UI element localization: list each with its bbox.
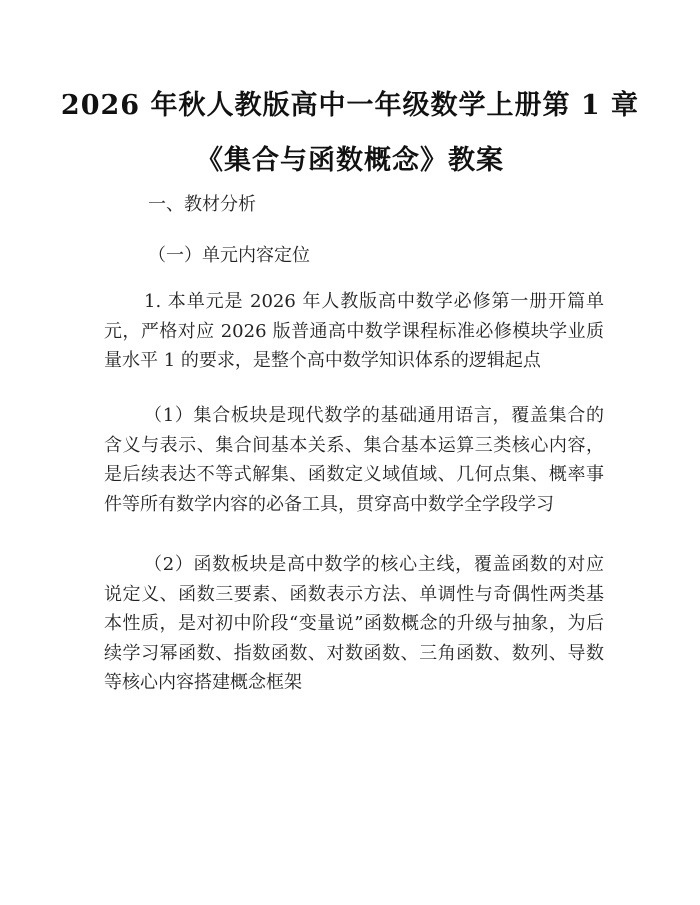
subsection-heading: （一）单元内容定位 [148, 245, 310, 266]
section-heading: 一、教材分析 [148, 194, 256, 215]
document-title-line-2: 《集合与函数概念》教案 [196, 145, 504, 176]
document-title-line-1: 2026 年秋人教版高中一年级数学上册第 1 章 [60, 90, 640, 121]
paragraph-set-module: （1）集合板块是现代数学的基础通用语言，覆盖集合的含义与表示、集合间基本关系、集合基本运算三类核心内容，是后续表达不等式解集、函数定义域值域、几何点集、概率事件等所有数学内容的必备工具，贯穿高中数学全学段学习 [104, 405, 604, 515]
paragraph-function-module: （2）函数板块是高中数学的核心主线，覆盖函数的对应说定义、函数三要素、函数表示方法、单调性与奇偶性两类基本性质，是对初中阶段“变量说”函数概念的升级与抽象，为后续学习幂函数、指数函数、对数函数、三角函数、数列、导数等核心内容搭建概念框架 [104, 554, 604, 693]
paragraph-unit-overview: 1. 本单元是 2026 年人教版高中数学必修第一册开篇单元，严格对应 2026 版普通高中数学课程标准必修模块学业质量水平 1 的要求，是整个高中数学知识体系的逻辑起点 [104, 291, 604, 371]
